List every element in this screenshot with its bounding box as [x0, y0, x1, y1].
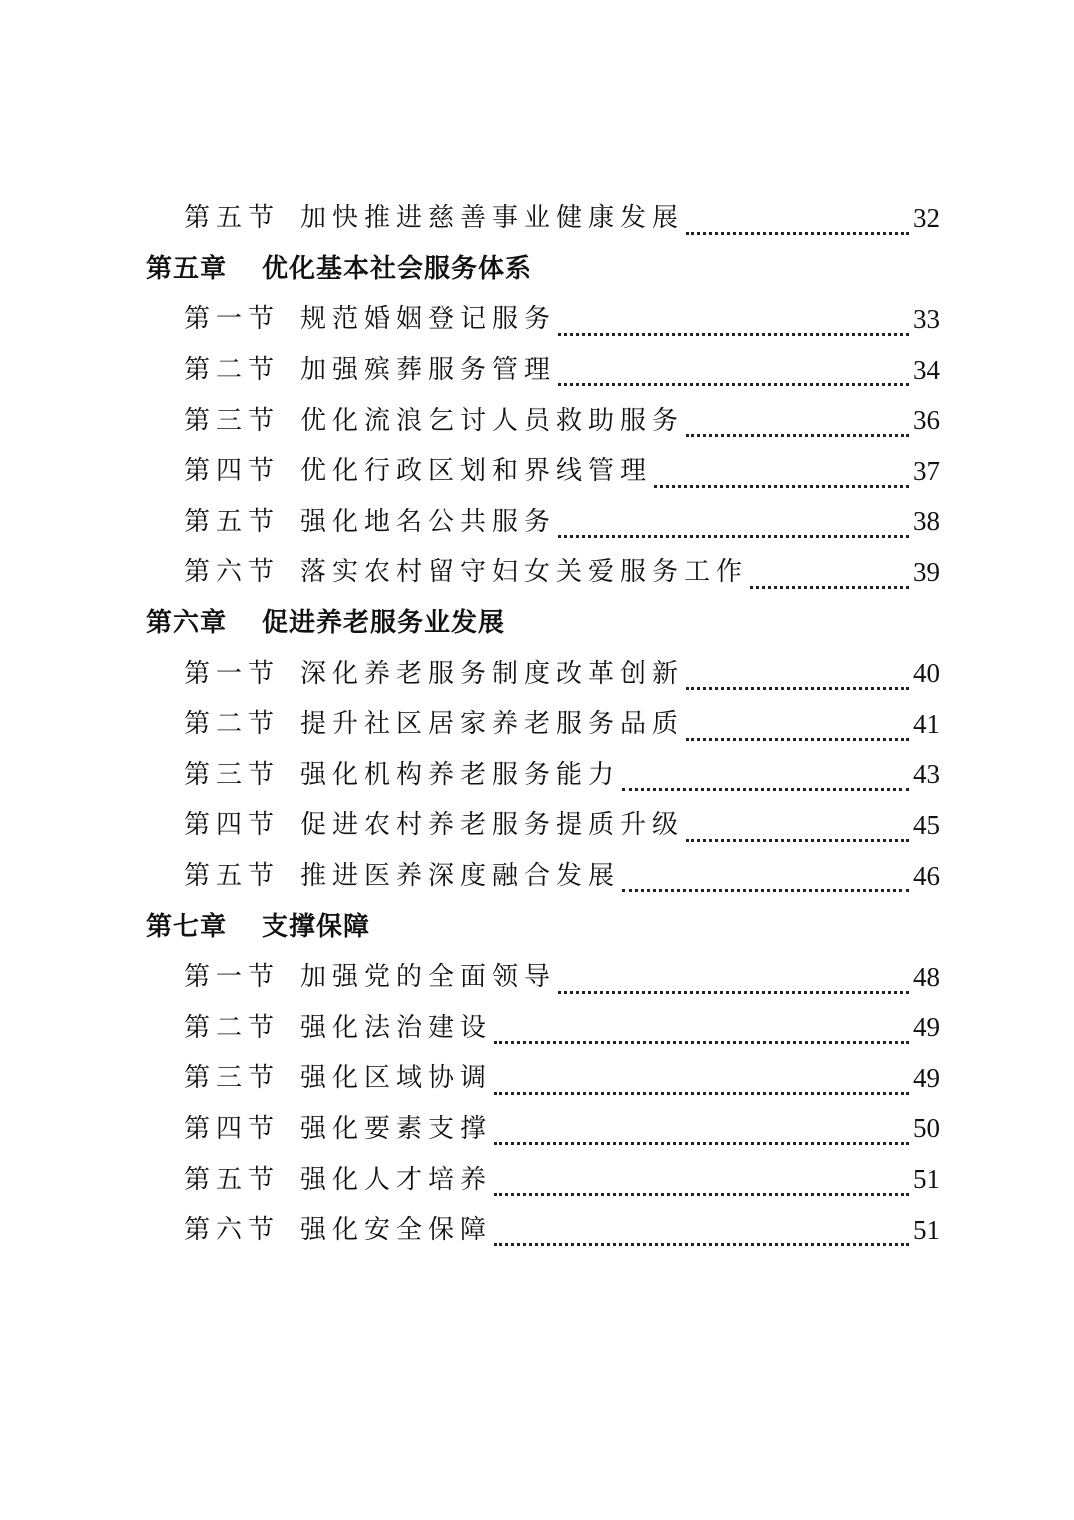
chapter-title: 优化基本社会服务体系	[262, 253, 533, 284]
page-number: 32	[913, 202, 940, 233]
section-number: 第五节	[184, 861, 281, 892]
toc-section-row[interactable]	[0, 800, 1074, 851]
chapter-title: 支撑保障	[262, 911, 371, 942]
dot-leader	[686, 687, 909, 690]
toc-section-row[interactable]	[0, 750, 1074, 801]
dot-leader	[686, 839, 909, 842]
toc-chapter-row[interactable]	[0, 244, 1074, 295]
section-number: 第五节	[184, 506, 281, 537]
page-number: 39	[913, 556, 940, 587]
dot-leader	[494, 1142, 909, 1145]
section-title: 强化法治建设	[300, 1012, 493, 1043]
page-number: 37	[913, 455, 940, 486]
chapter-number: 第七章	[146, 911, 228, 942]
toc-section-row[interactable]	[0, 699, 1074, 750]
page-number: 33	[913, 303, 940, 334]
dot-leader	[494, 1092, 909, 1095]
toc-section-row[interactable]	[0, 1205, 1074, 1256]
page-number: 50	[913, 1113, 940, 1144]
dot-leader	[558, 535, 909, 538]
section-title: 优化行政区划和界线管理	[300, 456, 653, 487]
dot-leader	[494, 1243, 909, 1246]
toc-section-row[interactable]	[0, 395, 1074, 446]
dot-leader	[558, 383, 909, 386]
section-title: 强化人才培养	[300, 1164, 493, 1195]
chapter-number: 第五章	[146, 253, 228, 284]
section-title: 加强殡葬服务管理	[300, 355, 557, 386]
toc-chapter-row[interactable]	[0, 598, 1074, 649]
section-number: 第四节	[184, 1113, 281, 1144]
section-title: 提升社区居家养老服务品质	[300, 709, 685, 740]
dot-leader	[558, 333, 909, 336]
toc-section-row[interactable]	[0, 648, 1074, 699]
section-number: 第三节	[184, 759, 281, 790]
chapter-title: 促进养老服务业发展	[262, 608, 506, 639]
page-number: 34	[913, 354, 940, 385]
page-number: 41	[913, 708, 940, 739]
page-number: 40	[913, 658, 940, 689]
page-number: 46	[913, 860, 940, 891]
page-number: 45	[913, 809, 940, 840]
toc-section-row[interactable]	[0, 851, 1074, 902]
dot-leader	[750, 586, 909, 589]
section-number: 第二节	[184, 709, 281, 740]
section-number: 第二节	[184, 355, 281, 386]
section-number: 第一节	[184, 962, 281, 993]
section-number: 第五节	[184, 203, 281, 234]
toc-section-row[interactable]	[0, 294, 1074, 345]
section-title: 落实农村留守妇女关爱服务工作	[300, 557, 749, 588]
section-title: 推进医养深度融合发展	[300, 861, 621, 892]
section-number: 第四节	[184, 810, 281, 841]
table-of-contents	[0, 193, 1074, 1255]
page-number: 51	[913, 1164, 940, 1195]
toc-section-row[interactable]	[0, 1104, 1074, 1155]
page-number: 38	[913, 506, 940, 537]
section-title: 优化流浪乞讨人员救助服务	[300, 405, 685, 436]
page-number: 36	[913, 405, 940, 436]
dot-leader	[686, 232, 909, 235]
dot-leader	[622, 889, 909, 892]
dot-leader	[494, 1041, 909, 1044]
section-title: 强化地名公共服务	[300, 506, 557, 537]
dot-leader	[622, 788, 909, 791]
toc-section-row[interactable]	[0, 193, 1074, 244]
toc-section-row[interactable]	[0, 446, 1074, 497]
section-title: 强化要素支撑	[300, 1113, 493, 1144]
dot-leader	[686, 738, 909, 741]
toc-section-row[interactable]	[0, 1003, 1074, 1054]
section-number: 第二节	[184, 1012, 281, 1043]
toc-section-row[interactable]	[0, 952, 1074, 1003]
dot-leader	[654, 485, 909, 488]
toc-section-row[interactable]	[0, 497, 1074, 548]
dot-leader	[686, 434, 909, 437]
section-number: 第一节	[184, 304, 281, 335]
dot-leader	[558, 991, 909, 994]
section-title: 加强党的全面领导	[300, 962, 557, 993]
section-number: 第六节	[184, 557, 281, 588]
page-number: 49	[913, 1062, 940, 1093]
section-number: 第三节	[184, 1063, 281, 1094]
section-title: 促进农村养老服务提质升级	[300, 810, 685, 841]
page-number: 49	[913, 1012, 940, 1043]
section-title: 强化安全保障	[300, 1215, 493, 1246]
toc-section-row[interactable]	[0, 1053, 1074, 1104]
section-number: 第四节	[184, 456, 281, 487]
toc-chapter-row[interactable]	[0, 901, 1074, 952]
toc-section-row[interactable]	[0, 547, 1074, 598]
dot-leader	[494, 1193, 909, 1196]
chapter-number: 第六章	[146, 608, 228, 639]
section-number: 第五节	[184, 1164, 281, 1195]
section-title: 加快推进慈善事业健康发展	[300, 203, 685, 234]
section-title: 规范婚姻登记服务	[300, 304, 557, 335]
section-number: 第六节	[184, 1215, 281, 1246]
page-number: 48	[913, 961, 940, 992]
section-number: 第三节	[184, 405, 281, 436]
page-number: 43	[913, 759, 940, 790]
page-number: 51	[913, 1214, 940, 1245]
section-title: 强化区域协调	[300, 1063, 493, 1094]
section-number: 第一节	[184, 658, 281, 689]
toc-section-row[interactable]	[0, 1154, 1074, 1205]
toc-section-row[interactable]	[0, 345, 1074, 396]
section-title: 深化养老服务制度改革创新	[300, 658, 685, 689]
section-title: 强化机构养老服务能力	[300, 759, 621, 790]
